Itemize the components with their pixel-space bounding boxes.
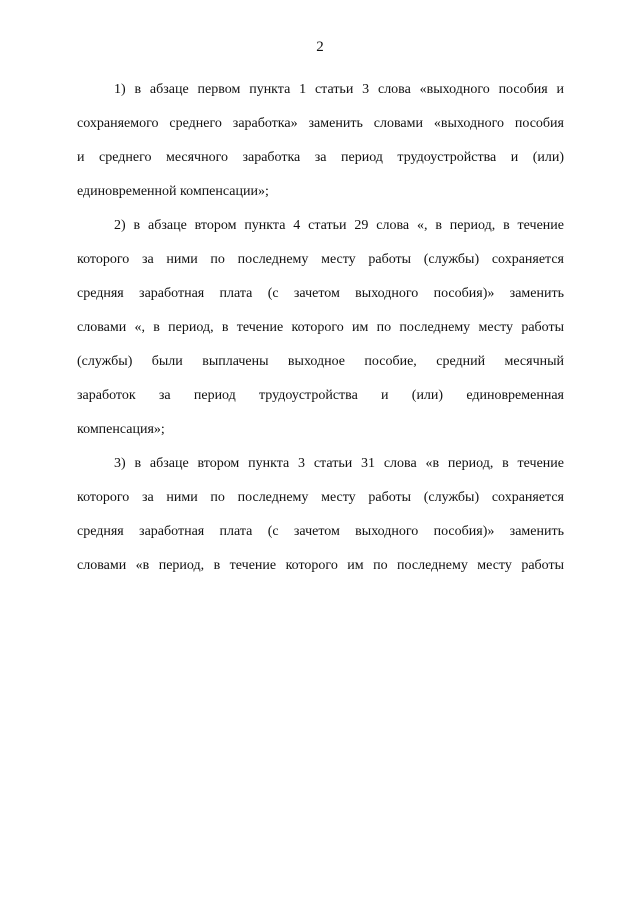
text-line: словами «в период, в течение которого им по последнему месту работы [77,558,564,573]
text-line: (службы) были выплачены выходное пособие, средний месячный [77,354,564,369]
paragraph-1 [77,73,564,209]
text-line: средняя заработная плата (с зачетом выходного пособия)» заменить [77,524,564,539]
text-line: сохраняемого среднего заработка» заменить словами «выходного пособия [77,116,564,131]
text-line: и среднего месячного заработка за период трудоустройства и (или) [77,150,564,165]
text-line: которого за ними по последнему месту работы (службы) сохраняется [77,252,564,267]
text-line: которого за ними по последнему месту работы (службы) сохраняется [77,490,564,505]
document-body [77,73,564,583]
text-line: 2) в абзаце втором пункта 4 статьи 29 слова «, в период, в течение [114,218,564,233]
paragraph-3 [77,447,564,583]
paragraph-2 [77,209,564,447]
page-number: 2 [316,39,324,55]
text-line: словами «, в период, в течение которого им по последнему месту работы [77,320,564,335]
text-line: 3) в абзаце втором пункта 3 статьи 31 слова «в период, в течение [114,456,564,471]
text-line: компенсация»; [77,422,165,437]
text-line: 1) в абзаце первом пункта 1 статьи 3 слова «выходного пособия и [114,82,564,97]
text-line: единовременной компенсации»; [77,184,269,199]
text-line: заработок за период трудоустройства и (или) единовременная [77,388,564,403]
text-line: средняя заработная плата (с зачетом выходного пособия)» заменить [77,286,564,301]
